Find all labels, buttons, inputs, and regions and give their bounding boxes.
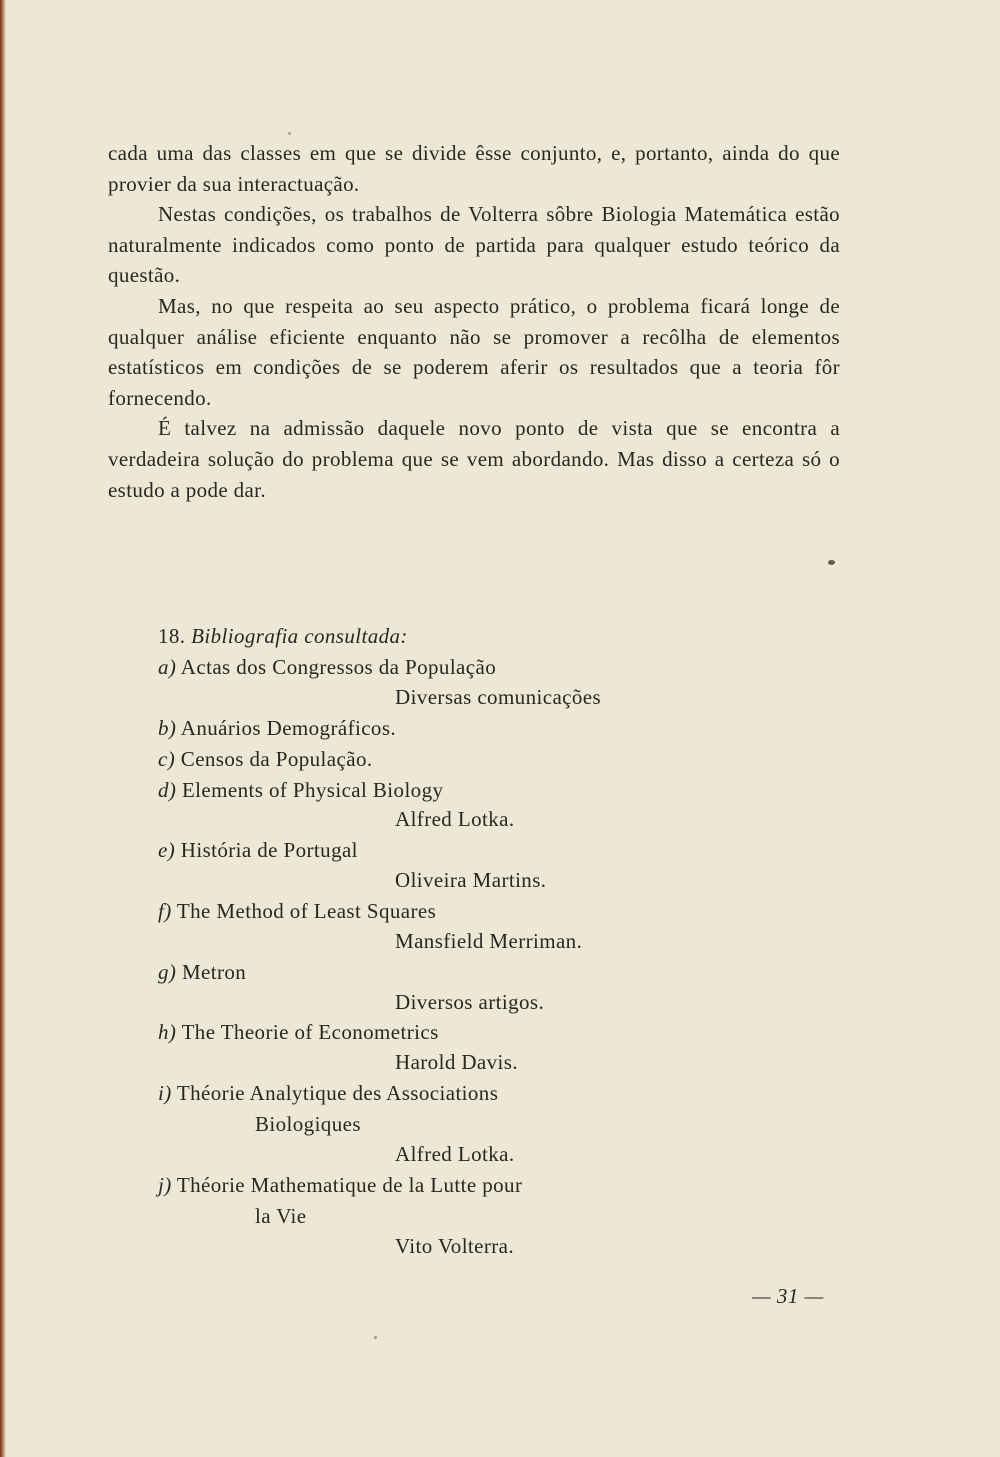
entry-author: Vito Volterra.	[395, 1234, 515, 1258]
entry-author: Harold Davis.	[395, 1050, 519, 1074]
entry-letter: j)	[158, 1173, 172, 1197]
entry-letter: b)	[158, 716, 177, 740]
bibliography-entry	[158, 655, 496, 680]
entry-title: The Theorie of Econometrics	[181, 1020, 439, 1044]
entry-letter: d)	[158, 778, 177, 802]
entry-author: Alfred Lotka.	[395, 807, 515, 831]
bibliography-heading	[158, 624, 408, 649]
paragraph: Nestas condições, os trabalhos de Volterra sôbre Biologia Matemática estão naturalmente indicados como ponto de partida para qualquer estudo teórico da questão.	[108, 202, 840, 288]
paragraph: cada uma das classes em que se divide êsse conjunto, e, portanto, ainda do que provier da sua interactuação.	[108, 141, 840, 196]
paper-speck	[288, 132, 291, 135]
entry-author: Alfred Lotka.	[395, 1142, 515, 1166]
entry-title: Théorie Mathematique de la Lutte pour	[176, 1173, 523, 1197]
paper-speck	[374, 1336, 377, 1339]
bibliography-entry	[158, 1173, 522, 1198]
entry-title: Censos da População.	[180, 747, 373, 771]
bibliography-entry	[158, 778, 443, 803]
paragraph: É talvez na admissão daquele novo ponto de vista que se encontra a verdadeira solução do problema que se vem abordando. Mas disso a certeza só o estudo a pode dar.	[108, 416, 840, 502]
entry-title: Elements of Physical Biology	[181, 778, 444, 802]
bibliography-entry	[158, 1020, 439, 1045]
entry-title: Metron	[181, 960, 247, 984]
entry-title: Anuários Demográficos.	[180, 716, 397, 740]
entry-author: Oliveira Martins.	[395, 868, 547, 892]
page-number: — 31 —	[752, 1284, 824, 1308]
bibliography-entry	[158, 716, 396, 741]
entry-title: História de Portugal	[180, 838, 358, 862]
entry-letter: g)	[158, 960, 177, 984]
paragraph: Mas, no que respeita ao seu aspecto prático, o problema ficará longe de qualquer análise eficiente enquanto não se promover a recôlha de elementos estatísticos em condições de se poderem aferir os resultados que a teoria fôr fornecendo.	[108, 293, 840, 410]
page-edge	[0, 0, 6, 1457]
entry-letter: a)	[158, 655, 177, 679]
body-text	[108, 138, 840, 505]
section-title: Bibliografia consultada:	[191, 624, 408, 648]
entry-title: The Method of Least Squares	[176, 899, 437, 923]
entry-author: Mansfield Merriman.	[395, 929, 583, 953]
bibliography-entry	[158, 838, 358, 863]
bibliography-entry	[158, 1081, 498, 1106]
bibliography-entry	[158, 747, 373, 772]
section-number: 18.	[158, 624, 186, 648]
bibliography-entry	[158, 960, 246, 985]
entry-title-continuation: la Vie	[255, 1204, 307, 1228]
entry-letter: c)	[158, 747, 176, 771]
entry-author: Diversos artigos.	[395, 990, 545, 1014]
paper-speck	[828, 560, 835, 565]
entry-letter: f)	[158, 899, 172, 923]
entry-title: Actas dos Congressos da População	[180, 655, 497, 679]
entry-author: Diversas comunicações	[395, 685, 602, 709]
bibliography-entry	[158, 899, 436, 924]
entry-letter: h)	[158, 1020, 177, 1044]
entry-title-continuation: Biologiques	[255, 1112, 361, 1136]
entry-title: Théorie Analytique des Associations	[176, 1081, 499, 1105]
entry-letter: i)	[158, 1081, 172, 1105]
entry-letter: e)	[158, 838, 176, 862]
